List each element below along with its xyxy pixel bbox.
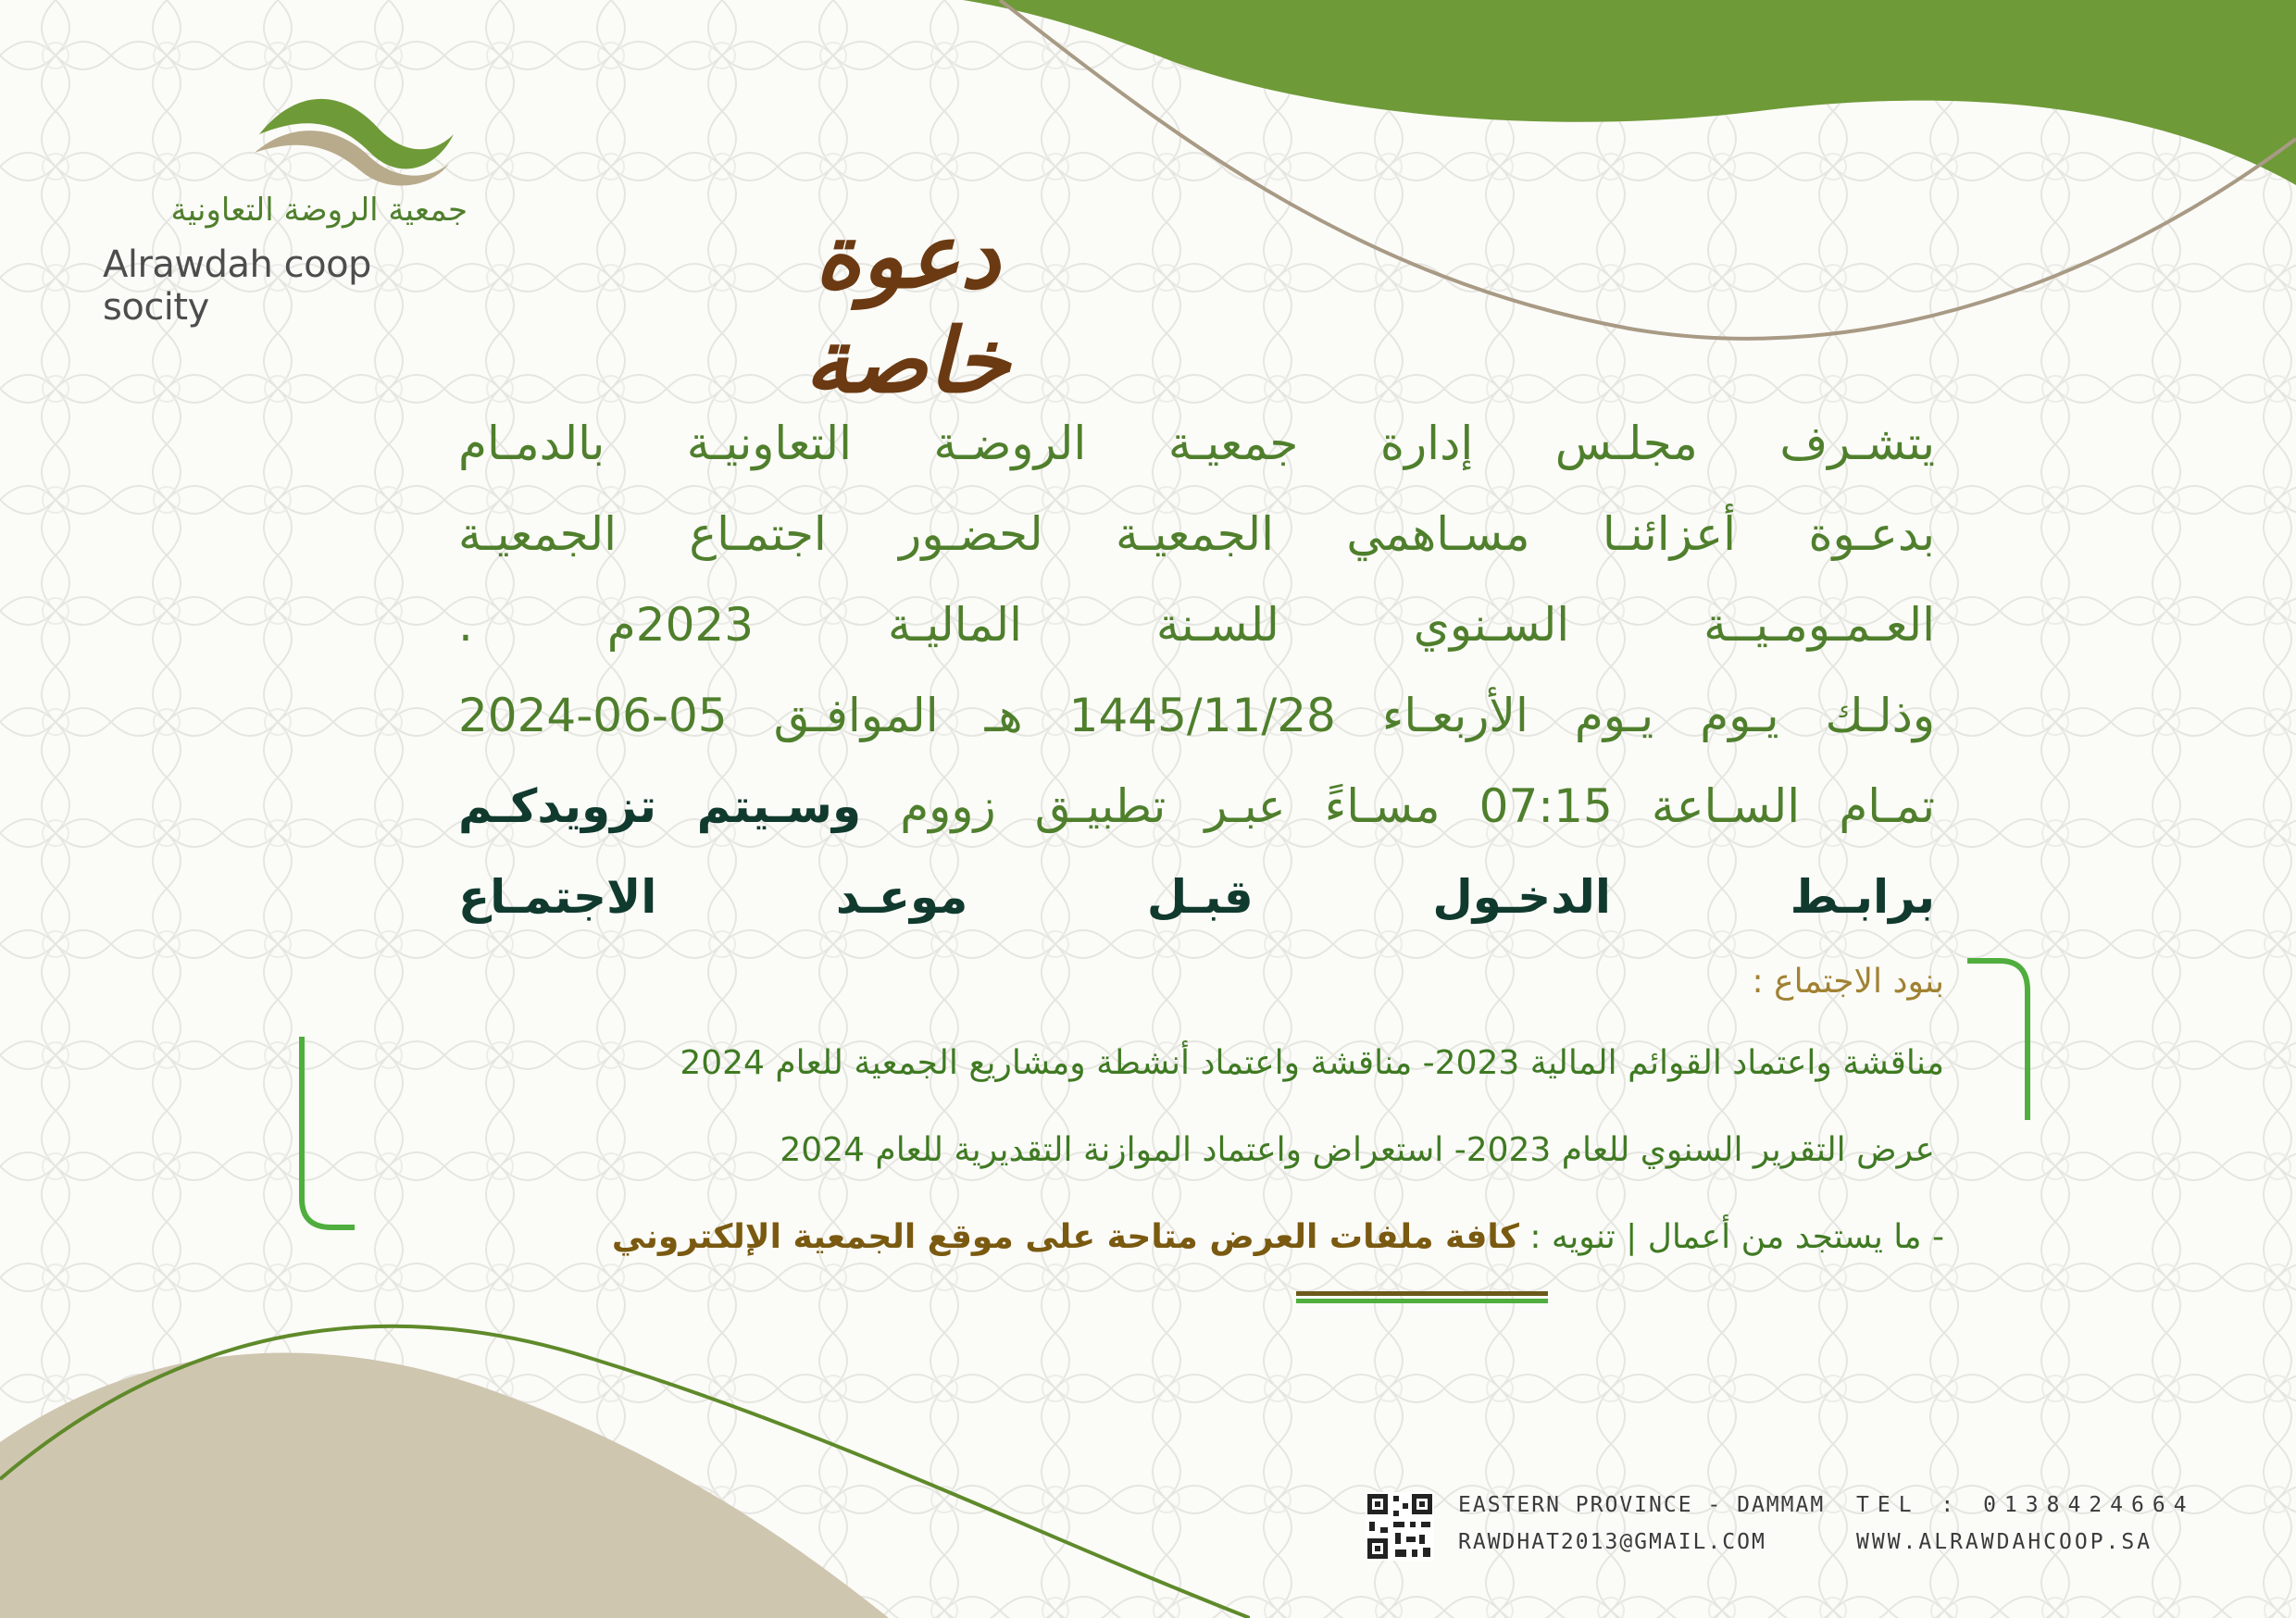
agenda-item-3-prefix: - ما يستجد من أعمال | تنويه :: [1529, 1218, 1944, 1256]
invitation-title-text: دعوة خاصة: [805, 204, 1010, 413]
agenda-item-1: مناقشة واعتماد القوائم المالية 2023- مناقشة واعتماد أنشطة ومشاريع الجمعية للعام 2024: [680, 1044, 1944, 1082]
body-line-6: برابـط الدخـول قبـل موعـد الاجتمـاع: [458, 870, 1935, 924]
qr-code-icon[interactable]: [1366, 1492, 1434, 1561]
logo-mark-icon: [250, 79, 463, 190]
agenda-note-bold: كافة ملفات العرض متاحة على موقع الجمعية الإلكتروني: [611, 1218, 1519, 1256]
body-line-2: بدعـوة أعزائنـا مسـاهمي الجمعيـة لحضـور اجتمـاع الجمعيـة: [458, 507, 1935, 561]
agenda-item-2: عرض التقرير السنوي للعام 2023- استعراض واعتماد الموازنة التقديرية للعام 2024: [780, 1131, 1935, 1169]
agenda-heading: بنود الاجتماع :: [1752, 963, 1944, 1001]
logo-arabic-name: جمعية الروضة التعاونية: [170, 192, 468, 229]
agenda-bracket-left: [294, 1037, 355, 1231]
association-logo: [97, 79, 486, 329]
footer-phone[interactable]: TEL : 0138424664: [1856, 1493, 2195, 1517]
note-underline: [1296, 1291, 1548, 1304]
invitation-body: [458, 398, 1935, 942]
body-line-3: العـمـومـيــة السـنوي للسـنة الماليـة 2023م .: [458, 598, 1936, 652]
body-line-5-bold: وسـيتم تزويدكـم: [458, 779, 862, 833]
bottom-wave-decoration: [0, 1303, 1250, 1618]
body-line-5: [458, 761, 1935, 852]
body-line-1: يتشـرف مجلـس إدارة جمعيـة الروضـة التعاونيـة بالدمـام: [458, 417, 1935, 470]
agenda-bracket-right: [1967, 958, 2034, 1120]
footer-email[interactable]: RAWDHAT2013@GMAIL.COM: [1458, 1530, 1766, 1554]
footer-address: EASTERN PROVINCE - DAMMAM: [1458, 1493, 1826, 1517]
top-wave-decoration: [963, 0, 2296, 389]
body-line-4: وذلـك يـوم يـوم الأربعـاء 1445/11/28 هـ الموافـق 05-06-2024: [458, 689, 1936, 742]
logo-english-name: Alrawdah coop socity: [103, 243, 371, 329]
agenda-item-3: [426, 1218, 1944, 1256]
body-line-5-regular: تمـام السـاعة 07:15 مسـاءً عبـر تطبيـق زووم: [900, 779, 1936, 833]
invitation-title: [722, 176, 1092, 413]
footer-website[interactable]: WWW.ALRAWDAHCOOP.SA: [1856, 1530, 2153, 1554]
footer-contact: [1366, 1486, 2217, 1560]
